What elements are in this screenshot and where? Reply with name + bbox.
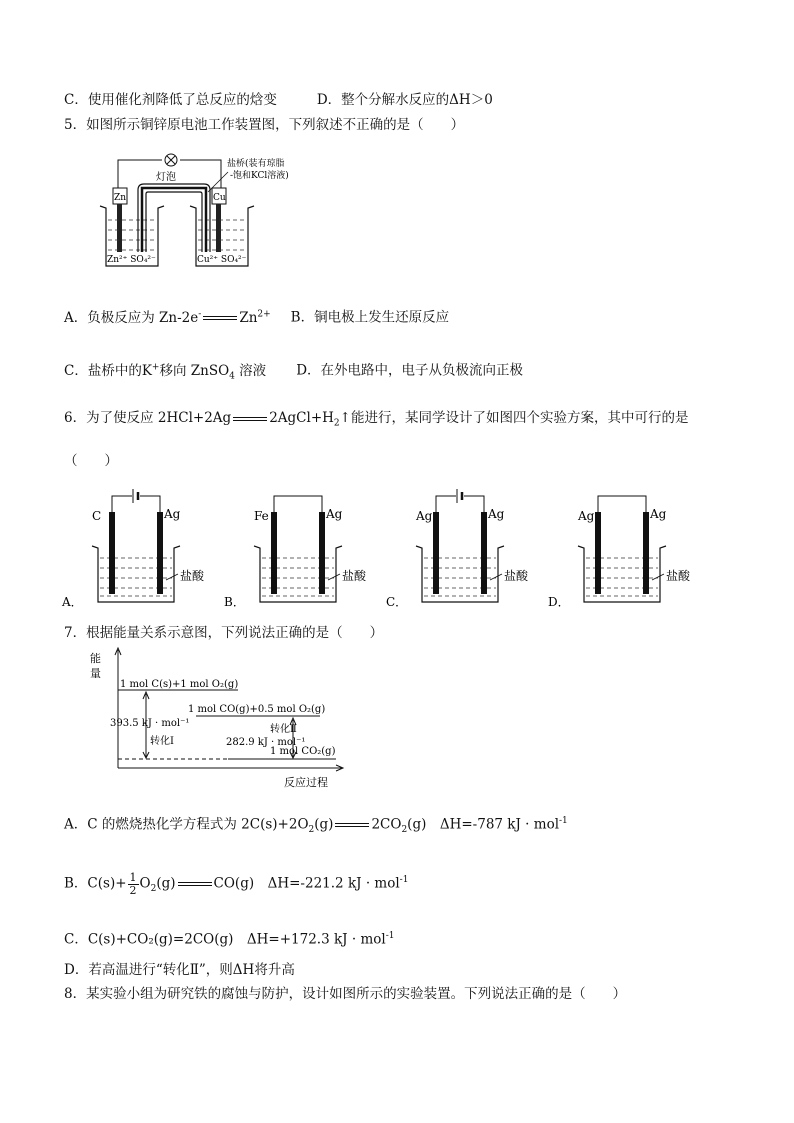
q5-option-c: C．盐桥中的K+移向 ZnSO$_4$ 溶液 — [64, 362, 267, 382]
energy-axis-label-1: 能 — [90, 652, 101, 665]
q5-option-a: A．负极反应为 Zn-2e- $Zn^{2+}$ — [64, 309, 271, 326]
q7-stem: 7．根据能量关系示意图，下列说法正确的是（ ） — [64, 625, 384, 641]
q5-stem: 5．如图所示铜锌原电池工作装置图，下列叙述不正确的是（ ） — [64, 117, 465, 133]
q6-left-electrode-label: C — [92, 509, 102, 523]
left-ions-label: Zn²⁺ SO₄²⁻ — [107, 255, 156, 265]
transform-2-label: 转化Ⅱ — [270, 724, 297, 735]
q6-right-electrode-label: Ag — [650, 507, 667, 521]
q6-left-electrode-label: Fe — [254, 509, 269, 523]
salt-bridge-label-2: -饱和KCl溶液) — [230, 171, 289, 181]
q6-figure-c — [386, 489, 529, 609]
q5-option-b: B．铜电极上发生还原反应 — [290, 309, 450, 326]
zn-electrode-label: Zn — [114, 193, 127, 203]
q6-figure-d — [548, 496, 691, 609]
salt-bridge-label-1: 盐桥(装有琼脂 — [227, 159, 285, 169]
q6-option-letter: D． — [548, 595, 570, 609]
cu-electrode-label: Cu — [213, 193, 226, 203]
bulb-label: 灯泡 — [156, 172, 176, 183]
level-top-label: 1 mol C(s)+1 mol O₂(g) — [120, 679, 239, 690]
delta-2-label: 282.9 kJ · mol⁻¹ — [226, 737, 306, 748]
q6-left-electrode-label: Ag — [578, 509, 595, 523]
q7-option-a: A．C 的燃烧热化学方程式为 $2C(s)+2O_2(g)$ $2CO_2(g)$ ΔH=-787 kJ · mol$^{-1}$ — [64, 816, 568, 836]
q5-options-ab — [64, 305, 449, 327]
q5-galvanic-cell-figure — [96, 148, 316, 273]
level-bottom-label: 1 mol CO₂(g) — [270, 746, 336, 757]
q7-option-d: D．若高温进行“转化Ⅱ”，则ΔH将升高 — [64, 962, 295, 978]
q6-option-letter: C． — [386, 595, 408, 609]
level-mid-label: 1 mol CO(g)+0.5 mol O₂(g) — [188, 704, 326, 715]
q6-liquid-label: 盐酸 — [666, 569, 691, 583]
q6-option-letter: A． — [62, 595, 83, 609]
q6-right-electrode-label: Ag — [164, 507, 181, 521]
q7-option-c: C．C(s)+CO₂(g)=2CO(g) ΔH=+172.3 kJ · mol$^{-1}$ — [64, 931, 395, 948]
energy-axis-label-2: 量 — [90, 667, 101, 680]
q6-right-electrode-label: Ag — [326, 507, 343, 521]
q6-liquid-label: 盐酸 — [342, 569, 367, 583]
q6-figure-b — [224, 496, 367, 609]
q6-right-electrode-label: Ag — [488, 507, 505, 521]
q6-liquid-label: 盐酸 — [180, 569, 205, 583]
q5-options-cd — [64, 358, 523, 385]
delta-1-label: 393.5 kJ · mol⁻¹ — [110, 718, 190, 729]
q4-option-c: C．使用催化剂降低了总反应的焓变 — [64, 92, 277, 108]
q4-option-d: D．整个分解水反应的ΔH＞0 — [316, 92, 493, 108]
q5-option-d: D．在外电路中，电子从负极流向正极 — [296, 362, 524, 379]
q6-figures — [62, 488, 702, 613]
bulb-icon — [165, 154, 177, 166]
q6-stem: 6．为了使反应 2HCl+2Ag $2AgCl+H_2↑$能进行，某同学设计了如图四个实验方案，其中可行的是 — [64, 410, 689, 429]
transform-1-label: 转化Ⅰ — [150, 736, 174, 747]
q4-options — [64, 91, 493, 109]
q7-option-b: B．C(s)+ $\frac{1}{2}$ $O_2(g)$ CO(g) ΔH=-221.2 kJ · mol$^{-1}$ — [64, 870, 409, 897]
right-ions-label: Cu²⁺ SO₄²⁻ — [197, 255, 247, 265]
q6-left-electrode-label: Ag — [416, 509, 433, 523]
q7-energy-diagram — [88, 646, 348, 791]
process-axis-label: 反应过程 — [284, 776, 328, 789]
q6-liquid-label: 盐酸 — [504, 569, 529, 583]
q6-stem-paren: （ ） — [64, 453, 118, 469]
q6-option-letter: B． — [224, 595, 245, 609]
q8-stem: 8．某实验小组为研究铁的腐蚀与防护，设计如图所示的实验装置。下列说法正确的是（ ） — [64, 986, 627, 1002]
q6-figure-a — [61, 489, 205, 609]
